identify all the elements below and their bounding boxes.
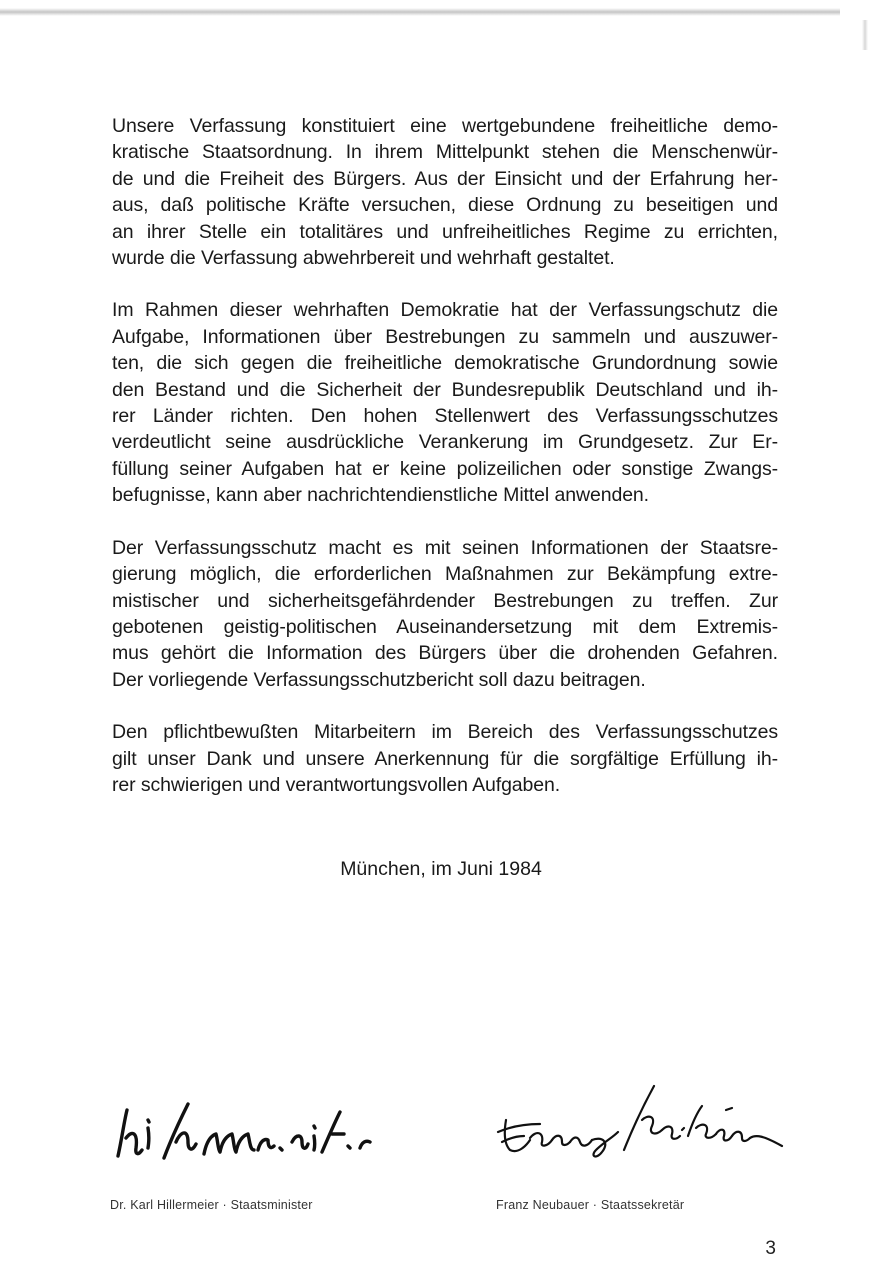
- page-number: 3: [765, 1238, 776, 1259]
- text-line: Den pflichtbewußten Mitarbeitern im Bereich des Verfassungsschutzes: [112, 721, 778, 744]
- place-date: München, im Juni 1984: [340, 858, 542, 880]
- document-body: [112, 113, 778, 824]
- text-line: gilt unser Dank und unsere Anerkennung für die sorgfältige Erfüllung ih-: [112, 747, 778, 770]
- signature-neubauer: [492, 1080, 792, 1170]
- text-line: mus gehört die Information des Bürgers über die drohenden Gefahren.: [112, 642, 778, 665]
- paragraph-3: [112, 535, 778, 693]
- text-line: rer Länder richten. Den hohen Stellenwert des Verfassungsschutzes: [112, 405, 778, 428]
- signature-hillermeier: [108, 1098, 428, 1168]
- text-line: den Bestand und die Sicherheit der Bundesrepublik Deutschland und ih-: [112, 378, 778, 401]
- text-line: verdeutlicht seine ausdrückliche Verankerung im Grundgesetz. Zur Er-: [112, 431, 778, 454]
- text-line: an ihrer Stelle ein totalitäres und unfreiheitliches Regime zu errichten,: [112, 220, 778, 243]
- signer-caption-right: Franz Neubauer · Staatssekretär: [496, 1198, 685, 1212]
- signer-caption-left: Dr. Karl Hillermeier · Staatsminister: [110, 1198, 313, 1212]
- text-line: Der vorliegende Verfassungsschutzbericht soll dazu beitragen.: [112, 668, 646, 691]
- text-line: füllung seiner Aufgaben hat er keine polizeilichen oder sonstige Zwangs-: [112, 457, 778, 480]
- scan-edge-top: [0, 8, 840, 16]
- text-line: Der Verfassungsschutz macht es mit seinen Informationen der Staatsre-: [112, 536, 778, 559]
- text-line: wurde die Verfassung abwehrbereit und wehrhaft gestaltet.: [112, 247, 615, 270]
- text-line: gierung möglich, die erforderlichen Maßnahmen zur Bekämpfung extre-: [112, 563, 778, 586]
- paragraph-2: [112, 297, 778, 508]
- text-line: rer schwierigen und verantwortungsvollen Aufgaben.: [112, 773, 561, 796]
- text-line: gebotenen geistig-politischen Auseinandersetzung mit dem Extremis-: [112, 615, 778, 638]
- text-line: Unsere Verfassung konstituiert eine wertgebundene freiheitliche demo-: [112, 115, 778, 137]
- scan-edge-right: [862, 20, 868, 50]
- text-line: mistischer und sicherheitsgefährdender Bestrebungen zu treffen. Zur: [112, 589, 778, 612]
- paragraph-4: [112, 719, 778, 798]
- text-line: de und die Freiheit des Bürgers. Aus der Einsicht und der Erfahrung her-: [112, 167, 778, 190]
- text-line: kratische Staatsordnung. In ihrem Mittelpunkt stehen die Menschenwür-: [112, 141, 778, 164]
- text-line: ten, die sich gegen die freiheitliche demokratische Grundordnung sowie: [112, 352, 778, 375]
- text-line: Im Rahmen dieser wehrhaften Demokratie hat der Verfassungschutz die: [112, 299, 778, 322]
- text-line: befugnisse, kann aber nachrichtendienstliche Mittel anwenden.: [112, 484, 649, 507]
- text-line: Aufgabe, Informationen über Bestrebungen zu sammeln und auszuwer-: [112, 325, 778, 348]
- text-line: aus, daß politische Kräfte versuchen, diese Ordnung zu beseitigen und: [112, 194, 778, 217]
- paragraph-1: [112, 113, 778, 271]
